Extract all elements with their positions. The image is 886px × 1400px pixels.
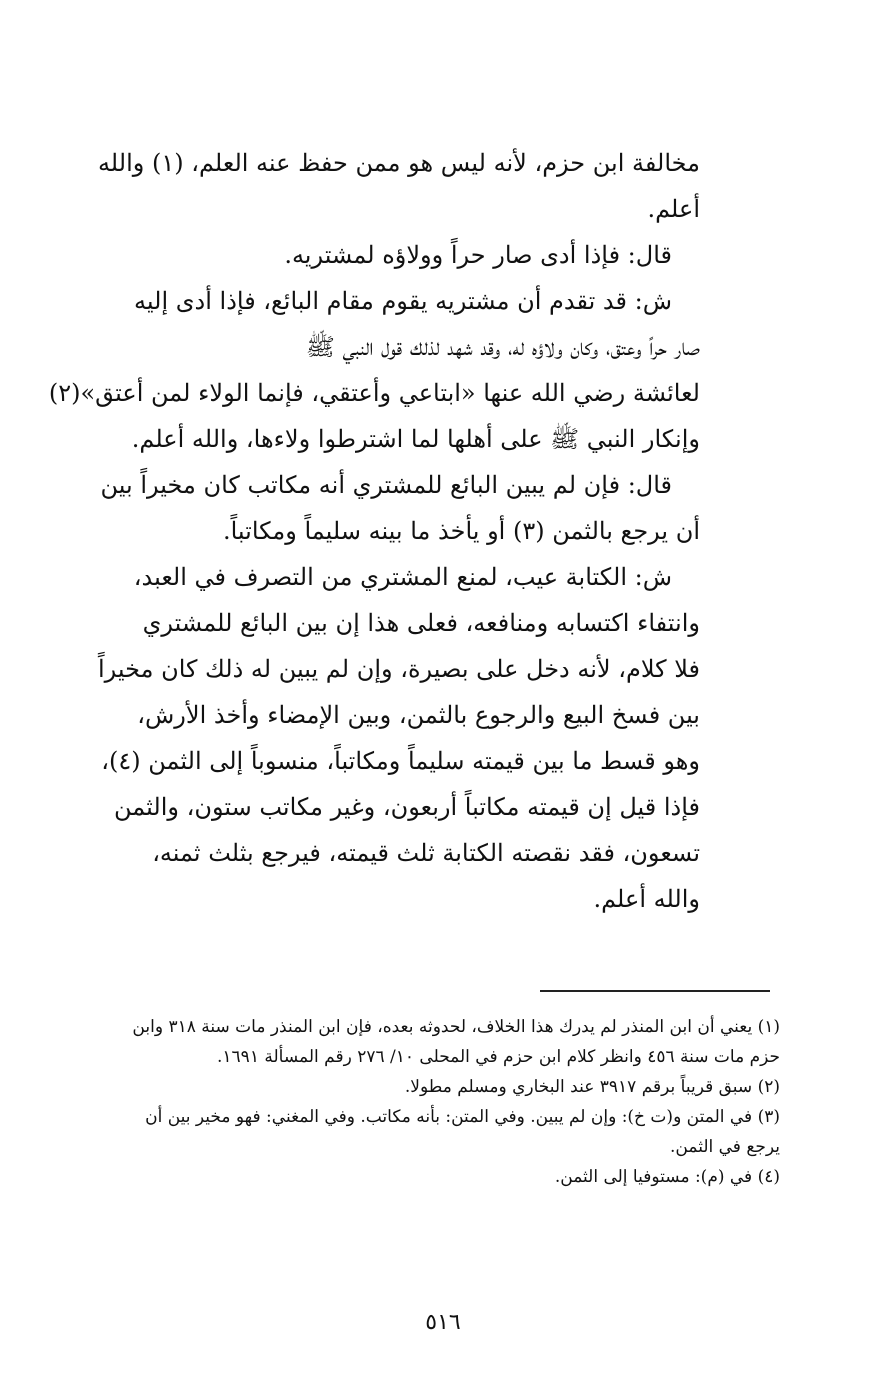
text-line: وهو قسط ما بين قيمته سليماً ومكاتباً، منسوباً إلى الثمن (٤)،: [101, 747, 700, 775]
text-line: والله أعلم.: [593, 885, 700, 913]
footnotes: [100, 1012, 780, 1192]
text-line: ش: الكتابة عيب، لمنع المشتري من التصرف في العبد،: [133, 563, 672, 591]
footnote-line: (٣) في المتن و(ت خ): وإن لم يبين. وفي المتن: بأنه مكاتب. وفي المغني: فهو مخير بين أن: [145, 1107, 780, 1127]
text-line: تسعون، فقد نقصته الكتابة ثلث قيمته، فيرجع بثلث ثمنه،: [152, 839, 700, 867]
text-line: لعائشة رضي الله عنها «ابتاعي وأعتقي، فإنما الولاء لمن أعتق»(٢): [48, 379, 700, 407]
footnote-line: يرجع في الثمن.: [670, 1137, 780, 1157]
footnote-line: حزم مات سنة ٤٥٦ وانظر كلام ابن حزم في المحلى ١٠/ ٢٧٦ رقم المسألة ١٦٩١.: [217, 1047, 780, 1067]
text-line: فلا كلام، لأنه دخل على بصيرة، وإن لم يبين له ذلك كان مخيراً: [97, 655, 700, 683]
text-line: قال: فإذا أدى صار حراً وولاؤه لمشتريه.: [284, 241, 672, 269]
footnote-line: (٤) في (م): مستوفيا إلى الثمن.: [554, 1167, 780, 1187]
text-line: وإنكار النبي ﷺ على أهلها لما اشترطوا ولاءها، والله أعلم.: [131, 425, 700, 453]
text-line: ش: قد تقدم أن مشتريه يقوم مقام البائع، فإذا أدى إليه: [134, 287, 672, 315]
footnote-separator: [540, 990, 770, 992]
text-line: قال: فإن لم يبين البائع للمشتري أنه مكاتب كان مخيراً بين: [100, 471, 672, 499]
text-line: أعلم.: [647, 195, 700, 223]
text-line: وانتفاء اكتسابه ومنافعه، فعلى هذا إن بين البائع للمشتري: [142, 609, 700, 637]
page-number: ٥١٦: [425, 1310, 461, 1335]
text-line: أن يرجع بالثمن (٣) أو يأخذ ما بينه سليماً ومكاتباً.: [222, 517, 700, 545]
footnote-line: (٢) سبق قريباً برقم ٣٩١٧ عند البخاري ومسلم مطولا.: [404, 1077, 780, 1097]
main-text: [48, 140, 700, 922]
text-line: فإذا قيل إن قيمته مكاتباً أربعون، وغير مكاتب ستون، والثمن: [114, 793, 700, 821]
footnote-line: (١) يعني أن ابن المنذر لم يدرك هذا الخلاف، لحدوثه بعده، فإن ابن المنذر مات سنة ٣١٨ وابن: [132, 1017, 780, 1037]
text-line: صار حراً وعتق، وكان ولاؤه له، وقد شهد لذلك قول النبي ﷺ: [305, 333, 700, 361]
text-line: بين فسخ البيع والرجوع بالثمن، وبين الإمضاء وأخذ الأرش،: [137, 701, 700, 729]
text-line: مخالفة ابن حزم، لأنه ليس هو ممن حفظ عنه العلم، (١) والله: [97, 149, 700, 177]
